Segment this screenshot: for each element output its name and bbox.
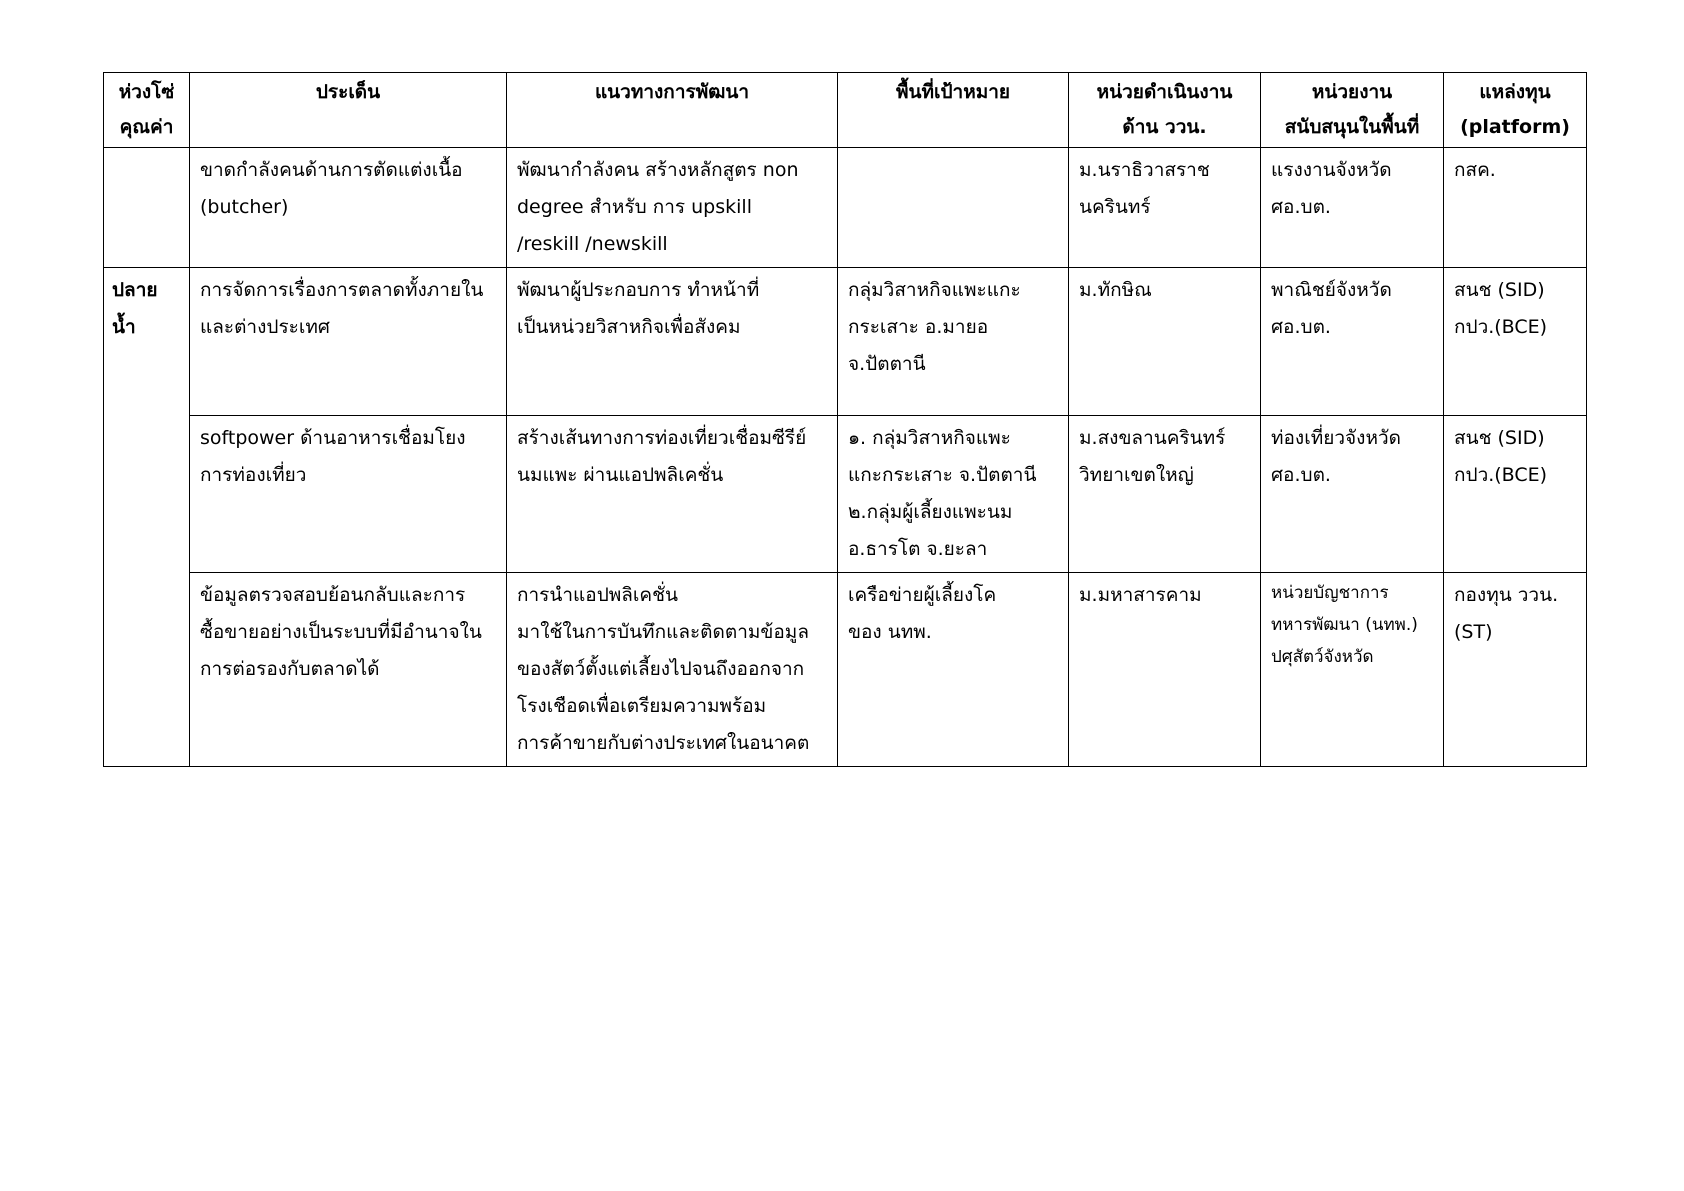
cell-issue: ข้อมูลตรวจสอบย้อนกลับและการ ซื้อขายอย่างเป็นระบบที่มีอำนาจใน การต่อรองกับตลาดได้ (190, 573, 507, 767)
cell-operating-unit: ม.ทักษิณ (1069, 268, 1261, 416)
cell-operating-unit: ม.มหาสารคาม (1069, 573, 1261, 767)
cell-support-unit: พาณิชย์จังหวัด ศอ.บต. (1261, 268, 1444, 416)
cell-target-area: ๑. กลุ่มวิสาหกิจแพะ แกะกระเสาะ จ.ปัตตานี ๒.กลุ่มผู้เลี้ยงแพะนม อ.ธารโต จ.ยะลา (838, 416, 1069, 573)
table-row (104, 268, 1587, 416)
value-chain-table (103, 72, 1587, 767)
cell-issue: การจัดการเรื่องการตลาดทั้งภายใน และต่างประเทศ (190, 268, 507, 416)
cell-approach: สร้างเส้นทางการท่องเที่ยวเชื่อมซีรีย์ นมแพะ ผ่านแอปพลิเคชั่น (507, 416, 838, 573)
cell-target-area: เครือข่ายผู้เลี้ยงโค ของ นทพ. (838, 573, 1069, 767)
table-header-row (104, 73, 1587, 148)
cell-issue: softpower ด้านอาหารเชื่อมโยง การท่องเที่ยว (190, 416, 507, 573)
header-issue: ประเด็น (190, 73, 507, 148)
header-approach: แนวทางการพัฒนา (507, 73, 838, 148)
cell-funding-source: กสค. (1444, 148, 1587, 268)
header-support-unit: หน่วยงาน สนับสนุนในพื้นที่ (1261, 73, 1444, 148)
header-target-area: พื้นที่เป้าหมาย (838, 73, 1069, 148)
cell-issue: ขาดกำลังคนด้านการตัดแต่งเนื้อ (butcher) (190, 148, 507, 268)
cell-support-unit: แรงงานจังหวัด ศอ.บต. (1261, 148, 1444, 268)
header-value-chain: ห่วงโซ่ คุณค่า (104, 73, 190, 148)
cell-operating-unit: ม.นราธิวาสราช นครินทร์ (1069, 148, 1261, 268)
cell-operating-unit: ม.สงขลานครินทร์ วิทยาเขตใหญ่ (1069, 416, 1261, 573)
cell-approach: พัฒนากำลังคน สร้างหลักสูตร non degree สำหรับ การ upskill /reskill /newskill (507, 148, 838, 268)
cell-target-area (838, 148, 1069, 268)
cell-target-area: กลุ่มวิสาหกิจแพะแกะ กระเสาะ อ.มายอ จ.ปัตตานี (838, 268, 1069, 416)
cell-approach: พัฒนาผู้ประกอบการ ทำหน้าที่ เป็นหน่วยวิสาหกิจเพื่อสังคม (507, 268, 838, 416)
cell-support-unit: หน่วยบัญชาการ ทหารพัฒนา (นทพ.) ปศุสัตว์จังหวัด (1261, 573, 1444, 767)
cell-funding-source: กองทุน ววน. (ST) (1444, 573, 1587, 767)
table-row (104, 148, 1587, 268)
header-operating-unit: หน่วยดำเนินงาน ด้าน ววน. (1069, 73, 1261, 148)
cell-support-unit: ท่องเที่ยวจังหวัด ศอ.บต. (1261, 416, 1444, 573)
header-funding-source: แหล่งทุน (platform) (1444, 73, 1587, 148)
cell-approach: การนำแอปพลิเคชั่น มาใช้ในการบันทึกและติดตามข้อมูล ของสัตว์ตั้งแต่เลี้ยงไปจนถึงออกจาก โรงเชือดเพื่อเตรียมความพร้อม การค้าขายกับต่างประเทศในอนาคต (507, 573, 838, 767)
cell-chain: ปลาย น้ำ (104, 268, 190, 416)
cell-funding-source: สนช (SID) กปว.(BCE) (1444, 268, 1587, 416)
cell-chain (104, 148, 190, 268)
cell-funding-source: สนช (SID) กปว.(BCE) (1444, 416, 1587, 573)
table-row (104, 416, 1587, 573)
table-row (104, 573, 1587, 767)
cell-chain (104, 416, 190, 573)
cell-chain (104, 573, 190, 767)
